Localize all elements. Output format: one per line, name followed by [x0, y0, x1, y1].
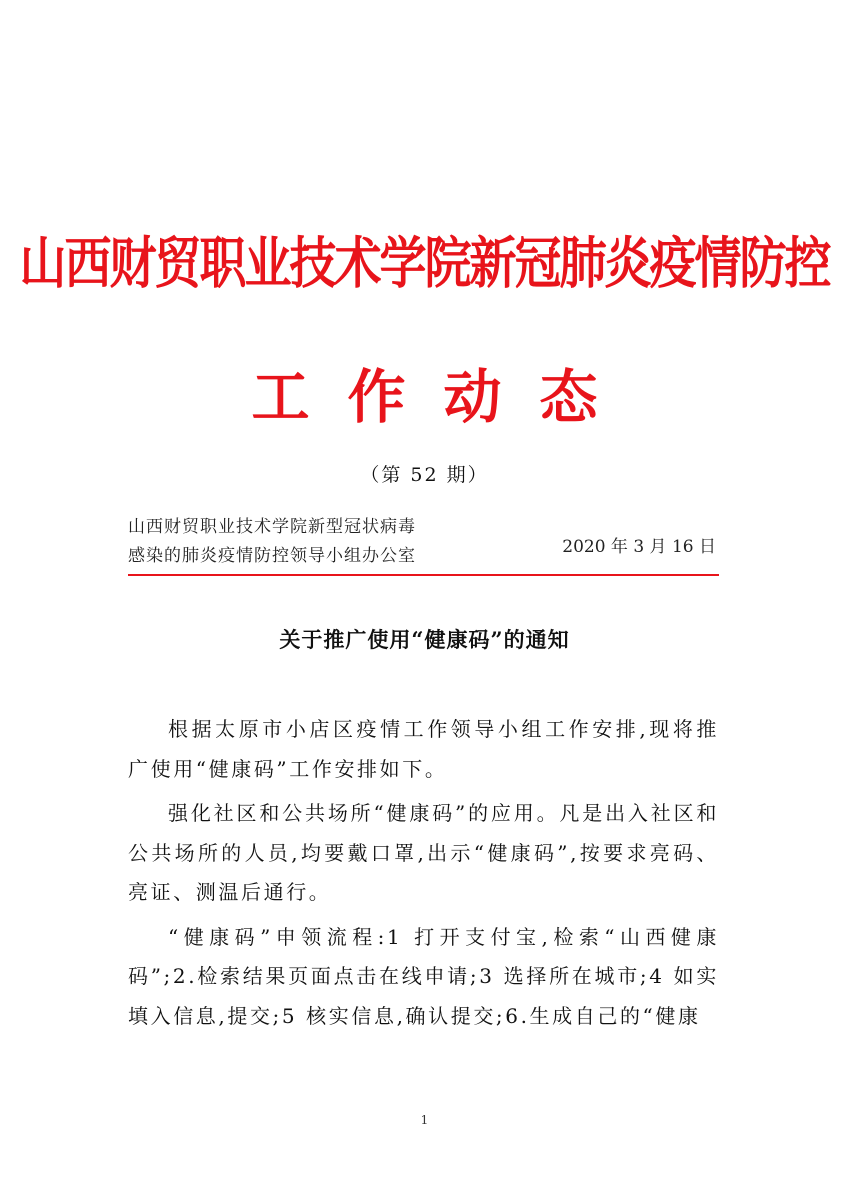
body-paragraph-3: “健康码”申领流程:1 打开支付宝,检索“山西健康码”;2.检索结果页面点击在线申请;3 选择所在城市;4 如实填入信息,提交;5 核实信息,确认提交;6.生成自己的“健康	[128, 924, 719, 1028]
issuer-block	[128, 513, 468, 571]
issue-date: 2020 年 3 月 16 日	[562, 537, 716, 557]
body-paragraph-2: 强化社区和公共场所“健康码”的应用。凡是出入社区和公共场所的人员,均要戴口罩,出示“健康码”,按要求亮码、亮证、测温后通行。	[128, 801, 719, 904]
body-paragraph-1: 根据太原市小店区疫情工作领导小组工作安排,现将推广使用“健康码”工作安排如下。	[128, 717, 719, 781]
header-divider	[128, 574, 719, 576]
notice-body	[128, 710, 719, 1041]
issuer-line-2: 感染的肺炎疫情防控领导小组办公室	[128, 546, 416, 566]
issuer-line-1: 山西财贸职业技术学院新型冠状病毒	[128, 517, 416, 537]
page-number: 1	[420, 1113, 429, 1127]
masthead-subtitle: 工作动态	[251, 363, 636, 431]
masthead-title: 山西财贸职业技术学院新冠肺炎疫情防控	[19, 231, 830, 297]
notice-title: 关于推广使用“健康码”的通知	[279, 627, 570, 652]
issue-number: （第 52 期）	[360, 464, 489, 486]
